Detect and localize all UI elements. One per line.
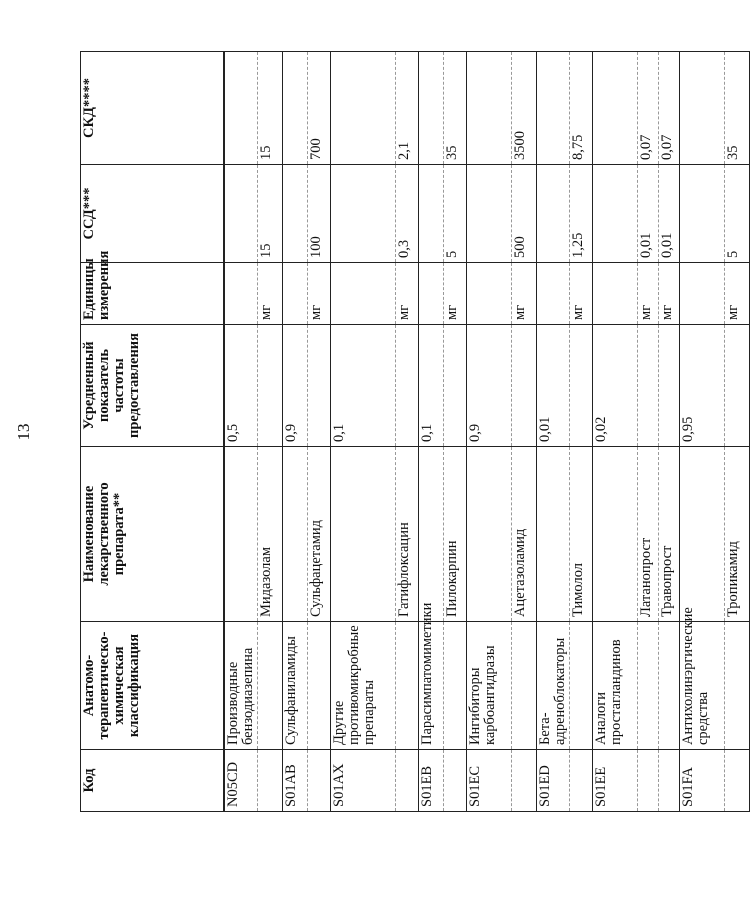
cell-skd: 3500	[512, 52, 537, 165]
cell-code	[638, 750, 659, 812]
cell-code	[570, 750, 593, 812]
cell-drug: Мидазолам	[258, 447, 283, 622]
cell-atc	[638, 622, 659, 750]
cell-code	[725, 750, 750, 812]
cell-drug	[419, 447, 444, 622]
cell-skd	[680, 52, 725, 165]
cell-unit: мг	[638, 263, 659, 325]
cell-atc: Производные бензодиазепина	[224, 622, 258, 750]
cell-drug: Латанопрост	[638, 447, 659, 622]
cell-atc	[258, 622, 283, 750]
cell-skd	[537, 52, 570, 165]
cell-atc: Парасимпатомиметики	[419, 622, 444, 750]
cell-unit: мг	[396, 263, 419, 325]
header-row	[81, 52, 225, 812]
table-row	[224, 52, 258, 812]
cell-code	[659, 750, 680, 812]
cell-atc	[659, 622, 680, 750]
cell-unit	[224, 263, 258, 325]
cell-atc: Бета-адреноблокаторы	[537, 622, 570, 750]
header-drug: Наименование лекарственного препарата**	[81, 447, 225, 622]
header-freq: Усредненный показатель частоты предоставления	[81, 325, 225, 447]
header-unit: Единицы измерения	[81, 263, 225, 325]
cell-ssd: 500	[512, 165, 537, 263]
cell-code	[444, 750, 467, 812]
table-body	[224, 52, 750, 812]
cell-code: S01EE	[593, 750, 638, 812]
cell-drug: Гатифлоксацин	[396, 447, 419, 622]
cell-drug: Ацетазоламид	[512, 447, 537, 622]
cell-atc: Сульфаниламиды	[283, 622, 308, 750]
cell-atc	[512, 622, 537, 750]
drug-table	[80, 51, 750, 812]
cell-unit: мг	[444, 263, 467, 325]
cell-skd	[419, 52, 444, 165]
header-atc: Анатомо-терапевтическо-химическая классификация	[81, 622, 225, 750]
cell-ssd: 5	[444, 165, 467, 263]
cell-code	[258, 750, 283, 812]
cell-unit: мг	[308, 263, 331, 325]
cell-ssd	[224, 165, 258, 263]
cell-skd	[467, 52, 512, 165]
cell-code: S01EC	[467, 750, 512, 812]
cell-code: S01ED	[537, 750, 570, 812]
cell-ssd: 0,01	[638, 165, 659, 263]
cell-ssd: 100	[308, 165, 331, 263]
cell-atc	[308, 622, 331, 750]
cell-skd: 35	[444, 52, 467, 165]
cell-atc	[570, 622, 593, 750]
cell-freq: 0,9	[283, 325, 308, 447]
cell-atc: Ингибиторы карбоангидразы	[467, 622, 512, 750]
cell-drug	[283, 447, 308, 622]
cell-skd	[593, 52, 638, 165]
cell-code: S01AX	[331, 750, 396, 812]
cell-skd: 0,07	[659, 52, 680, 165]
cell-skd: 35	[725, 52, 750, 165]
table-row	[258, 52, 283, 812]
cell-freq	[659, 325, 680, 447]
cell-freq	[258, 325, 283, 447]
cell-code: S01FA	[680, 750, 725, 812]
cell-ssd: 5	[725, 165, 750, 263]
cell-atc	[444, 622, 467, 750]
header-code: Код	[81, 750, 225, 812]
table-row	[638, 52, 659, 812]
table-row	[659, 52, 680, 812]
table-row	[680, 52, 725, 812]
cell-unit: мг	[725, 263, 750, 325]
cell-atc: Другие противомикробные препараты	[331, 622, 396, 750]
rotated-page	[14, 52, 741, 812]
table-row	[512, 52, 537, 812]
cell-code	[396, 750, 419, 812]
cell-drug: Сульфацетамид	[308, 447, 331, 622]
cell-ssd: 0,01	[659, 165, 680, 263]
table-row	[419, 52, 444, 812]
cell-freq	[570, 325, 593, 447]
table-row	[283, 52, 308, 812]
table-row	[593, 52, 638, 812]
table-row	[308, 52, 331, 812]
cell-atc	[396, 622, 419, 750]
cell-atc	[725, 622, 750, 750]
cell-freq: 0,95	[680, 325, 725, 447]
cell-freq	[308, 325, 331, 447]
cell-code	[308, 750, 331, 812]
cell-unit	[419, 263, 444, 325]
table-row	[467, 52, 512, 812]
cell-drug: Тропикамид	[725, 447, 750, 622]
cell-skd: 15	[258, 52, 283, 165]
page-number: 13	[14, 423, 33, 441]
cell-ssd: 15	[258, 165, 283, 263]
cell-drug	[224, 447, 258, 622]
cell-freq: 0,01	[537, 325, 570, 447]
cell-skd: 700	[308, 52, 331, 165]
cell-code: S01EB	[419, 750, 444, 812]
cell-ssd	[283, 165, 308, 263]
cell-skd	[224, 52, 258, 165]
cell-drug	[331, 447, 396, 622]
cell-unit: мг	[258, 263, 283, 325]
cell-ssd	[593, 165, 638, 263]
cell-freq	[444, 325, 467, 447]
cell-unit	[467, 263, 512, 325]
cell-skd: 0,07	[638, 52, 659, 165]
cell-ssd	[467, 165, 512, 263]
table-row	[396, 52, 419, 812]
cell-drug: Тимолол	[570, 447, 593, 622]
cell-ssd: 1,25	[570, 165, 593, 263]
cell-freq	[725, 325, 750, 447]
cell-ssd	[537, 165, 570, 263]
cell-drug	[593, 447, 638, 622]
cell-code: S01AB	[283, 750, 308, 812]
table-row	[444, 52, 467, 812]
cell-freq: 0,1	[419, 325, 444, 447]
cell-ssd	[331, 165, 396, 263]
cell-code: N05CD	[224, 750, 258, 812]
cell-unit	[537, 263, 570, 325]
table-row	[725, 52, 750, 812]
cell-ssd	[419, 165, 444, 263]
cell-unit: мг	[659, 263, 680, 325]
table-row	[331, 52, 396, 812]
cell-skd	[331, 52, 396, 165]
cell-skd: 8,75	[570, 52, 593, 165]
cell-unit: мг	[570, 263, 593, 325]
cell-freq	[638, 325, 659, 447]
cell-unit	[283, 263, 308, 325]
cell-skd	[283, 52, 308, 165]
cell-atc: Аналоги простагландинов	[593, 622, 638, 750]
cell-ssd: 0,3	[396, 165, 419, 263]
cell-freq: 0,5	[224, 325, 258, 447]
header-ssd: ССД***	[81, 165, 225, 263]
cell-ssd	[680, 165, 725, 263]
table-row	[570, 52, 593, 812]
cell-freq	[512, 325, 537, 447]
cell-code	[512, 750, 537, 812]
cell-drug	[537, 447, 570, 622]
cell-freq: 0,1	[331, 325, 396, 447]
cell-unit	[593, 263, 638, 325]
header-skd: СКД****	[81, 52, 225, 165]
cell-freq	[396, 325, 419, 447]
cell-unit	[331, 263, 396, 325]
cell-freq: 0,02	[593, 325, 638, 447]
table-row	[537, 52, 570, 812]
cell-drug	[467, 447, 512, 622]
cell-drug	[680, 447, 725, 622]
cell-freq: 0,9	[467, 325, 512, 447]
cell-skd: 2,1	[396, 52, 419, 165]
cell-drug: Травопрост	[659, 447, 680, 622]
cell-unit: мг	[512, 263, 537, 325]
cell-atc: Антихолинэргические средства	[680, 622, 725, 750]
cell-unit	[680, 263, 725, 325]
cell-drug: Пилокарпин	[444, 447, 467, 622]
